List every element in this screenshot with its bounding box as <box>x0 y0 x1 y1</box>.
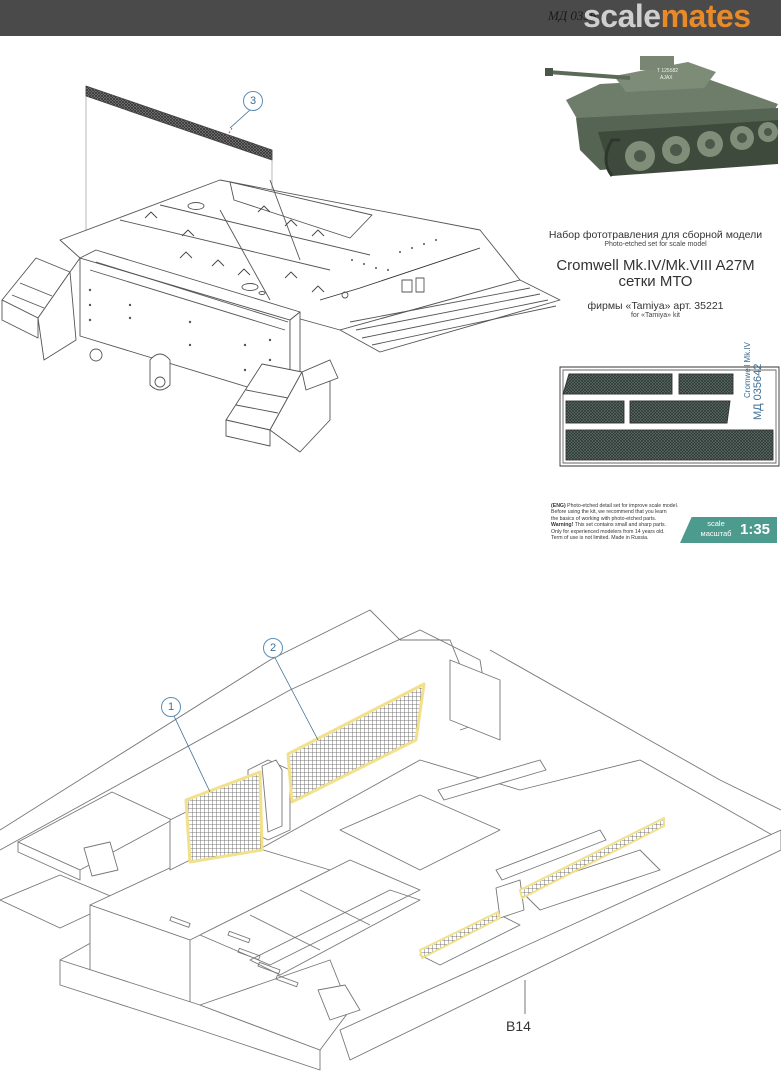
fret-code: МД 035642 <box>752 363 764 420</box>
callout-2: 2 <box>263 638 283 658</box>
logo-part-scale: scale <box>583 0 661 34</box>
kit-ref-en: for «Tamiya» kit <box>630 312 681 319</box>
fret-part-d <box>630 401 730 423</box>
part-ref-b14: B14 <box>506 1018 531 1034</box>
callout-3: 3 <box>243 91 263 111</box>
callout-1: 1 <box>161 697 181 717</box>
warning-text: (ENG) Photo-etched detail set for improve scale model. Before using the kit, we recommend that you learn the basics of working with photo-etched parts. Warning! This set contains small and sharp parts. Only for experienced modelers from 14 years old. Term of use is not limited. Made in Russia. <box>551 503 679 542</box>
upper-rear-deck-drawing <box>2 86 560 452</box>
product-title-en: Photo-etched set for scale model <box>604 241 707 248</box>
leader-2 <box>274 656 318 740</box>
mesh-part-2-installed <box>288 684 424 802</box>
fret-part-c <box>566 401 624 423</box>
product-code-top: МД 0356 <box>548 8 597 23</box>
kit-ref-ru: фирмы «Tamiya» арт. 35221 <box>587 300 724 312</box>
scale-label: scale масштаб <box>700 519 732 538</box>
fret-part-b <box>679 374 733 394</box>
fret-part-e <box>566 430 773 460</box>
tank-photo <box>545 40 780 185</box>
mesh-part-1-installed <box>186 772 262 862</box>
fret-name: Cromwell Mk.IV <box>743 341 752 398</box>
tank-marking: T 125582 <box>657 68 679 74</box>
logo-part-mates: mates <box>660 0 751 34</box>
fret-part-a <box>563 374 672 394</box>
tank-marking-2: AJAX <box>660 75 673 81</box>
leader-1 <box>174 716 210 792</box>
leader-3 <box>230 110 250 128</box>
lower-engine-drawing <box>0 610 781 1070</box>
product-title-ru: Набор фототравления для сборной модели <box>548 229 763 241</box>
scale-value: 1:35 <box>740 521 771 538</box>
model-name: Cromwell Mk.IV/Mk.VIII A27M <box>556 257 755 274</box>
model-subtitle: сетки МТО <box>618 273 693 290</box>
